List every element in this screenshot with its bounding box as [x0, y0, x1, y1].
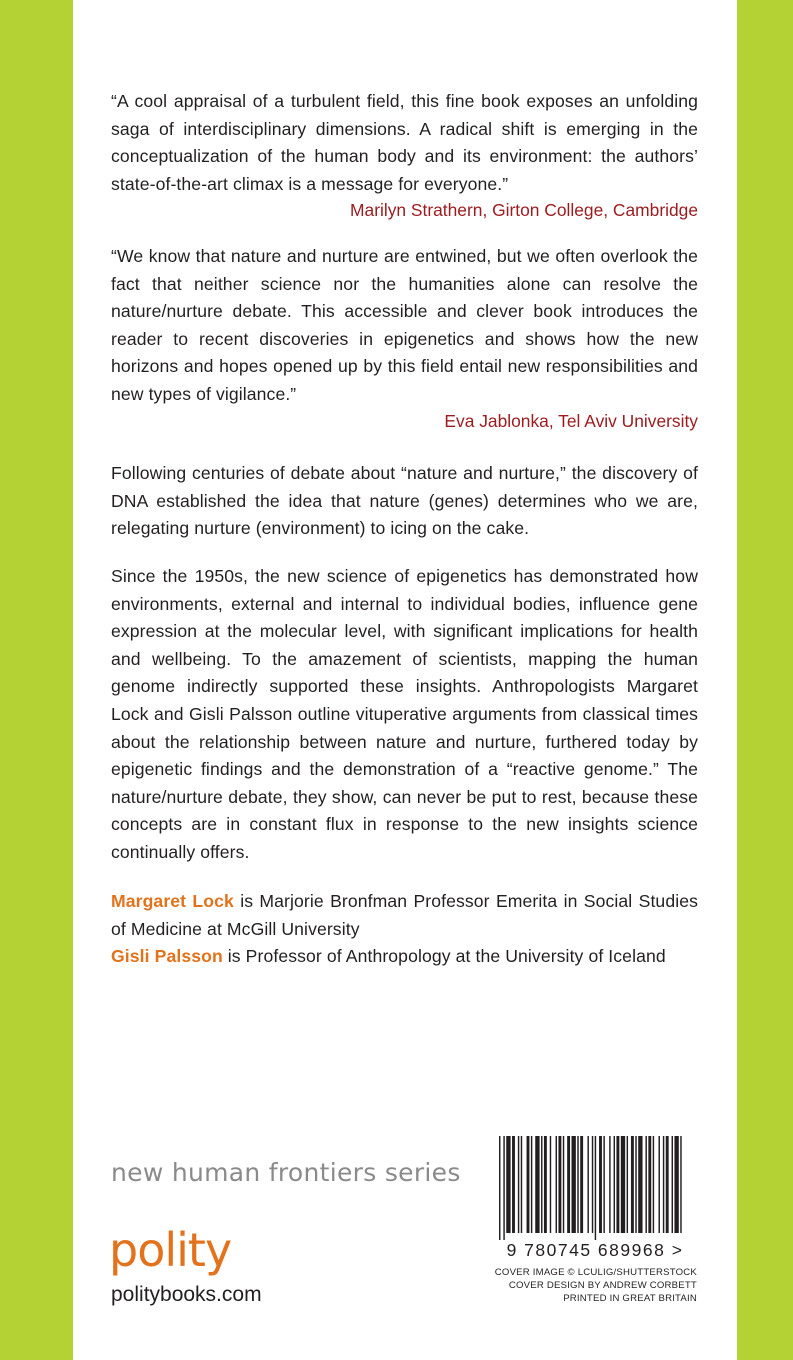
description-text: Following centuries of debate about “nature and nurture,” the discovery of DNA established the idea that nature (genes) determines who we are, relegating nurture (environment) to icing on the cake.	[111, 463, 698, 539]
barcode-bar	[512, 1136, 515, 1233]
barcode-bar	[663, 1136, 664, 1233]
publisher-logo: polity	[109, 1223, 232, 1277]
credit-line: COVER DESIGN BY ANDREW CORBETT	[508, 1280, 697, 1291]
barcode-bar	[521, 1136, 522, 1233]
quote-text: “We know that nature and nurture are entwined, but we often overlook the fact that neither science nor the humanities alone can resolve the nature/nurture debate. This accessible and clever book introduces the reader to recent discoveries in epigenetics and shows how the new horizons and hopes opened up by this field entail new responsibilities and new types of vigilance.”	[111, 246, 698, 404]
quote-attribution: Marilyn Strathern, Girton College, Cambridge	[350, 200, 698, 221]
barcode-bar	[666, 1136, 669, 1233]
barcode-bar	[659, 1136, 660, 1233]
barcode-graphic	[483, 1136, 708, 1262]
author-bio-text: is Marjorie Bronfman Professor Emerita in Social Studies of Medicine at McGill University	[111, 891, 698, 939]
barcode-bar	[558, 1136, 561, 1233]
barcode-bar	[577, 1136, 578, 1233]
description-text: Since the 1950s, the new science of epigenetics has demonstrated how environments, external and internal to individual bodies, influence gene expression at the molecular level, with significant implications for health and wellbeing. To the amazement of scientists, mapping the human genome indirectly supported these insights. Anthropologists Margaret Lock and Gisli Palsson outline vituperative arguments from classical times about the relationship between nature and nurture, furthered today by epigenetic findings and the demonstration of a “reactive genome.” The nature/nurture debate, they show, can never be put to rest, because these concepts are in constant flux in response to the new insights science continually offers.	[111, 566, 698, 862]
barcode-bar	[599, 1136, 602, 1233]
author-bio-1	[111, 888, 698, 943]
barcode-bar	[609, 1136, 610, 1233]
barcode-bar	[592, 1136, 593, 1233]
barcode-bar	[635, 1136, 636, 1233]
barcode-bar	[541, 1136, 542, 1233]
barcode-bar	[616, 1136, 619, 1233]
barcode-digits: 9 780745 689968 >	[506, 1240, 684, 1260]
cover-credits	[495, 1266, 697, 1305]
barcode-bar	[572, 1136, 576, 1233]
author-bio-2	[111, 943, 698, 971]
credit-line: PRINTED IN GREAT BRITAIN	[563, 1293, 697, 1304]
barcode-bar	[580, 1136, 583, 1233]
barcode-bar	[648, 1136, 651, 1233]
author-bio-text: is Professor of Anthropology at the University of Iceland	[222, 946, 666, 967]
author-bios	[111, 888, 698, 971]
barcode-bar	[527, 1136, 530, 1233]
barcode-bar	[672, 1136, 673, 1233]
barcode-bar	[550, 1136, 551, 1233]
credit-line: COVER IMAGE © LCULIG/SHUTTERSTOCK	[494, 1267, 697, 1278]
quote-2	[111, 243, 698, 433]
barcode-bar	[499, 1136, 500, 1240]
barcode-bar	[631, 1136, 634, 1233]
barcode-bar	[645, 1136, 646, 1233]
publisher-website: politybooks.com	[111, 1283, 262, 1306]
author-name: Margaret Lock	[111, 891, 234, 911]
barcode-bar	[567, 1136, 570, 1233]
barcode-bar	[556, 1136, 557, 1233]
barcode-bar	[680, 1136, 681, 1233]
barcode-bar	[621, 1136, 625, 1233]
quote-1	[111, 88, 698, 222]
description-paragraph-1	[111, 460, 698, 543]
isbn-barcode	[483, 1136, 708, 1262]
barcode-bar	[563, 1136, 564, 1233]
barcode-bar	[638, 1136, 642, 1233]
barcode-bar	[627, 1136, 628, 1233]
barcode-bar	[518, 1136, 519, 1233]
barcode-bar	[595, 1136, 596, 1240]
barcode-bar	[603, 1136, 604, 1233]
barcode-bar	[535, 1136, 539, 1233]
quote-attribution: Eva Jablonka, Tel Aviv University	[444, 410, 698, 431]
barcode-bar	[544, 1136, 547, 1233]
series-title: new human frontiers series	[111, 1158, 461, 1187]
back-cover-page	[73, 0, 737, 1360]
barcode-bar	[587, 1136, 588, 1233]
barcode-bar	[531, 1136, 532, 1233]
quote-text: “A cool appraisal of a turbulent field, this fine book exposes an unfolding saga of interdisciplinary dimensions. A radical shift is emerging in the conceptualization of the human body and its environment: the authors’ state-of-the-art climax is a message for everyone.”	[111, 91, 698, 194]
author-name: Gisli Palsson	[111, 946, 223, 967]
barcode-bar	[674, 1136, 678, 1233]
barcode-bar	[503, 1136, 504, 1240]
description-paragraph-2	[111, 563, 698, 867]
barcode-bar	[653, 1136, 654, 1233]
barcode-bar	[506, 1136, 510, 1233]
barcode-bar	[614, 1136, 615, 1233]
